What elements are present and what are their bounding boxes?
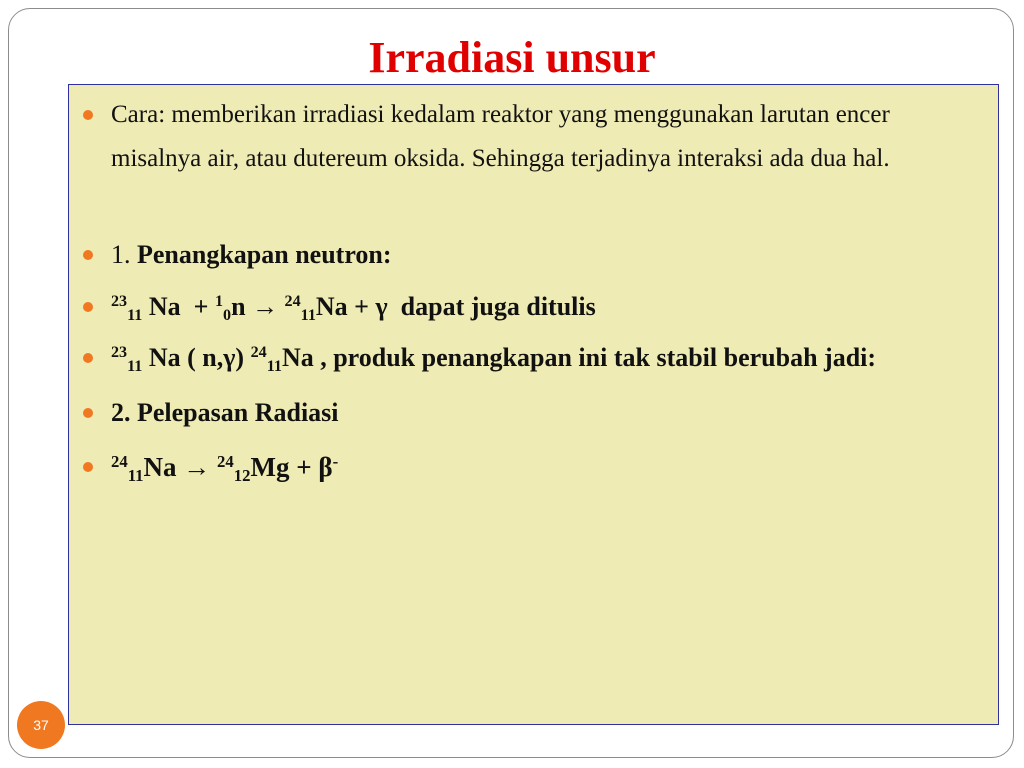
atomic-number: 11 <box>127 466 144 486</box>
slide-title: Irradiasi unsur <box>368 33 656 82</box>
beta-symbol: β <box>318 452 333 482</box>
step-heading: 2. Pelepasan Radiasi <box>111 398 339 427</box>
arrow-icon: → <box>252 292 279 321</box>
beta-charge: - <box>332 451 339 471</box>
gamma-symbol: γ <box>375 292 388 321</box>
element-symbol: Na <box>148 292 181 321</box>
bullet-item-reaction-equation <box>79 285 979 329</box>
arrow-icon: → <box>183 452 211 482</box>
atomic-number: 0 <box>223 306 232 324</box>
bullet-dot-icon <box>83 408 93 418</box>
plus-sign: + <box>354 292 369 321</box>
bullet-item-neutron-capture <box>79 233 979 277</box>
spacer <box>79 181 979 233</box>
bullet-item-method <box>79 93 979 181</box>
mass-number: 23 <box>111 293 128 311</box>
mass-number: 1 <box>214 293 224 311</box>
atomic-number: 11 <box>127 306 143 324</box>
bullet-dot-icon <box>83 110 93 120</box>
plus-sign: + <box>296 452 312 482</box>
step-number: 1. <box>111 240 131 269</box>
element-symbol: Mg <box>250 452 290 482</box>
mass-number: 23 <box>111 344 128 362</box>
equation-note: dapat juga ditulis <box>400 292 596 321</box>
notation-close: ) <box>235 343 245 372</box>
element-symbol: Na <box>143 452 177 482</box>
neutron-symbol: n <box>231 292 246 321</box>
content-box <box>68 84 999 725</box>
page-number-badge: 37 <box>17 701 65 749</box>
method-text: Cara: memberikan irradiasi kedalam reaktor yang menggunakan larutan encer misalnya air, atau dutereum oksida. Sehingga terjadinya interaksi ada dua hal. <box>111 101 890 172</box>
notation-text: Na ( n, <box>148 343 224 372</box>
bullet-item-decay-equation <box>79 445 979 489</box>
gamma-symbol: γ <box>223 343 236 372</box>
atomic-number: 11 <box>266 357 282 375</box>
step-heading: Penangkapan neutron: <box>137 240 392 269</box>
atomic-number: 12 <box>233 466 251 486</box>
atomic-number: 11 <box>300 306 316 324</box>
bullet-item-radiation-release <box>79 391 979 435</box>
bullet-dot-icon <box>83 250 93 260</box>
bullet-dot-icon <box>83 462 93 472</box>
mass-number: 24 <box>111 451 128 471</box>
notation-tail: Na , produk penangkapan ini tak stabil berubah jadi: <box>281 343 877 372</box>
bullet-list <box>79 95 979 489</box>
plus-sign: + <box>193 292 209 321</box>
atomic-number: 11 <box>127 357 143 375</box>
bullet-item-short-notation <box>79 337 979 379</box>
mass-number: 24 <box>217 451 234 471</box>
mass-number: 24 <box>250 344 267 362</box>
bullet-dot-icon <box>83 353 93 363</box>
element-symbol: Na <box>315 292 348 321</box>
bullet-dot-icon <box>83 302 93 312</box>
mass-number: 24 <box>284 293 301 311</box>
